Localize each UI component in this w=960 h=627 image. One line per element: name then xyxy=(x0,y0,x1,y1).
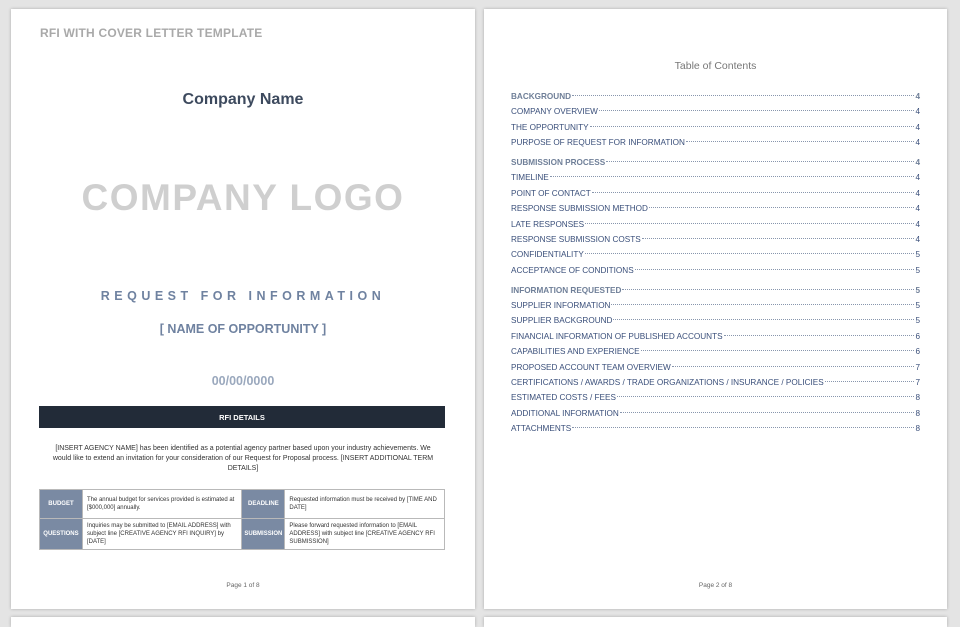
toc-entry-text: TIMELINE xyxy=(511,173,549,183)
toc-entry-text: ATTACHMENTS xyxy=(511,424,572,434)
toc-entry-text: COMPANY OVERVIEW xyxy=(511,107,598,117)
toc-entry-text: SUBMISSION PROCESS xyxy=(511,158,606,168)
toc-entry-link[interactable] xyxy=(511,232,920,247)
toc-entry-link[interactable] xyxy=(511,247,920,262)
toc-dot-leader xyxy=(585,223,914,224)
toc-section-link[interactable] xyxy=(511,89,920,104)
toc-entry-text: POINT OF CONTACT xyxy=(511,188,591,198)
submission-label: SUBMISSION xyxy=(242,519,285,550)
document-page-2 xyxy=(484,9,947,609)
submission-value: Please forward requested information to [EMAIL ADDRESS] with subject line [CREATIVE AGENCY RFI SUBMISSION] xyxy=(285,519,445,550)
toc-entry-text: PURPOSE OF REQUEST FOR INFORMATION xyxy=(511,138,685,148)
toc-page-number: 4 xyxy=(915,138,920,148)
toc-entry-text: RESPONSE SUBMISSION COSTS xyxy=(511,235,641,245)
toc-page-number: 8 xyxy=(915,408,920,418)
toc-page-number: 5 xyxy=(915,301,920,311)
toc-section-link[interactable] xyxy=(511,155,920,170)
table-of-contents xyxy=(511,89,920,437)
toc-entry-link[interactable] xyxy=(511,406,920,421)
questions-value: Inquiries may be submitted to [EMAIL ADDRESS] with subject line [CREATIVE AGENCY RFI INQUIRY] by [DATE] xyxy=(82,519,241,550)
company-name: Company Name xyxy=(182,91,304,108)
toc-dot-leader xyxy=(641,350,915,351)
toc-dot-leader xyxy=(599,110,915,111)
toc-entry-text: CONFIDENTIALITY xyxy=(511,250,584,260)
document-page-1 xyxy=(11,9,475,609)
toc-entry-text: BACKGROUND xyxy=(511,92,572,101)
toc-entry-link[interactable] xyxy=(511,120,920,135)
rfi-details-bar xyxy=(39,406,445,428)
document-page-3-edge xyxy=(11,617,475,627)
budget-label: BUDGET xyxy=(40,490,83,519)
toc-entry-text: SUPPLIER INFORMATION xyxy=(511,301,611,311)
toc-dot-leader xyxy=(592,192,915,193)
toc-entry-link[interactable] xyxy=(511,170,920,185)
toc-entry-link[interactable] xyxy=(511,360,920,375)
toc-entry-link[interactable] xyxy=(511,263,920,278)
toc-dot-leader xyxy=(622,289,914,290)
toc-page-number: 6 xyxy=(915,331,920,341)
toc-page-number: 5 xyxy=(915,250,920,260)
toc-entry-link[interactable] xyxy=(511,313,920,328)
toc-entry-text: ACCEPTANCE OF CONDITIONS xyxy=(511,265,634,275)
toc-section-link[interactable] xyxy=(511,283,920,298)
toc-dot-leader xyxy=(635,269,915,270)
toc-entry-link[interactable] xyxy=(511,390,920,405)
toc-dot-leader xyxy=(686,141,915,142)
toc-dot-leader xyxy=(613,319,914,320)
deadline-value: Requested information must be received by [TIME AND DATE] xyxy=(285,490,445,519)
intro-paragraph: [INSERT AGENCY NAME] has been identified as a potential agency partner based upon your industry achievements. We would like to extend an invitation for your consideration of our Request for Proposal process. [INSERT ADDITIONAL TERM DETAILS] xyxy=(52,445,434,472)
rfi-details-label: RFI DETAILS xyxy=(219,412,265,422)
toc-entry-link[interactable] xyxy=(511,298,920,313)
toc-entry-link[interactable] xyxy=(511,375,920,390)
toc-dot-leader xyxy=(617,396,915,397)
toc-dot-leader xyxy=(642,238,915,239)
questions-label: QUESTIONS xyxy=(40,519,83,550)
toc-dot-leader xyxy=(825,381,915,382)
toc-page-number: 4 xyxy=(915,92,920,101)
toc-entry-link[interactable] xyxy=(511,421,920,436)
toc-entry-text: INFORMATION REQUESTED xyxy=(511,285,622,295)
toc-entry-text: THE OPPORTUNITY xyxy=(511,122,589,132)
toc-title: Table of Contents xyxy=(674,60,757,72)
toc-entry-text: CAPABILITIES AND EXPERIENCE xyxy=(511,347,640,357)
toc-dot-leader xyxy=(572,95,914,96)
toc-entry-link[interactable] xyxy=(511,329,920,344)
toc-entry-link[interactable] xyxy=(511,201,920,216)
toc-page-number: 7 xyxy=(915,378,920,388)
toc-page-number: 6 xyxy=(915,347,920,357)
page-number: Page 2 of 8 xyxy=(698,582,733,589)
toc-entry-link[interactable] xyxy=(511,104,920,119)
toc-dot-leader xyxy=(672,366,915,367)
toc-entry-text: ADDITIONAL INFORMATION xyxy=(511,408,619,418)
toc-dot-leader xyxy=(620,412,915,413)
toc-page-number: 4 xyxy=(915,107,920,117)
toc-page-number: 5 xyxy=(915,316,920,326)
toc-entry-text: SUPPLIER BACKGROUND xyxy=(511,316,613,326)
document-page-4-edge xyxy=(484,617,947,627)
toc-page-number: 8 xyxy=(915,393,920,403)
toc-entry-link[interactable] xyxy=(511,135,920,150)
toc-page-number: 4 xyxy=(915,219,920,229)
toc-dot-leader xyxy=(590,126,915,127)
toc-page-number: 7 xyxy=(915,362,920,372)
toc-entry-link[interactable] xyxy=(511,217,920,232)
toc-entry-text: CERTIFICATIONS / AWARDS / TRADE ORGANIZATIONS / INSURANCE / POLICIES xyxy=(511,378,824,388)
toc-page-number: 4 xyxy=(915,158,920,168)
page-number: Page 1 of 8 xyxy=(226,582,260,589)
toc-dot-leader xyxy=(585,253,915,254)
toc-entry-text: ESTIMATED COSTS / FEES xyxy=(511,393,616,403)
rfi-heading: REQUEST FOR INFORMATION xyxy=(100,289,386,303)
toc-page-number: 4 xyxy=(915,173,920,183)
toc-dot-leader xyxy=(550,176,915,177)
toc-page-number: 4 xyxy=(915,188,920,198)
toc-entry-text: FINANCIAL INFORMATION OF PUBLISHED ACCOUNTS xyxy=(511,331,723,341)
toc-page-number: 5 xyxy=(915,265,920,275)
deadline-label: DEADLINE xyxy=(242,490,285,519)
toc-entry-link[interactable] xyxy=(511,186,920,201)
toc-dot-leader xyxy=(724,335,915,336)
company-logo-placeholder: COMPANY LOGO xyxy=(81,177,405,218)
opportunity-name: [ NAME OF OPPORTUNITY ] xyxy=(159,322,327,336)
toc-page-number: 8 xyxy=(915,424,920,434)
rfi-details-table xyxy=(39,489,445,550)
toc-page-number: 5 xyxy=(915,285,920,295)
toc-dot-leader xyxy=(611,304,914,305)
budget-value: The annual budget for services provided is estimated at [$000,000] annually. xyxy=(82,490,241,519)
table-row xyxy=(40,519,445,550)
toc-page-number: 4 xyxy=(915,122,920,132)
toc-entry-text: PROPOSED ACCOUNT TEAM OVERVIEW xyxy=(511,362,671,372)
document-title: RFI WITH COVER LETTER TEMPLATE xyxy=(40,26,263,40)
toc-entry-link[interactable] xyxy=(511,344,920,359)
toc-page-number: 4 xyxy=(915,235,920,245)
toc-page-number: 4 xyxy=(915,204,920,214)
toc-dot-leader xyxy=(606,161,914,162)
toc-dot-leader xyxy=(649,207,915,208)
table-row xyxy=(40,490,445,519)
document-date: 00/00/0000 xyxy=(211,374,275,388)
toc-dot-leader xyxy=(572,427,914,428)
toc-entry-text: LATE RESPONSES xyxy=(511,219,585,229)
toc-entry-text: RESPONSE SUBMISSION METHOD xyxy=(511,204,648,214)
